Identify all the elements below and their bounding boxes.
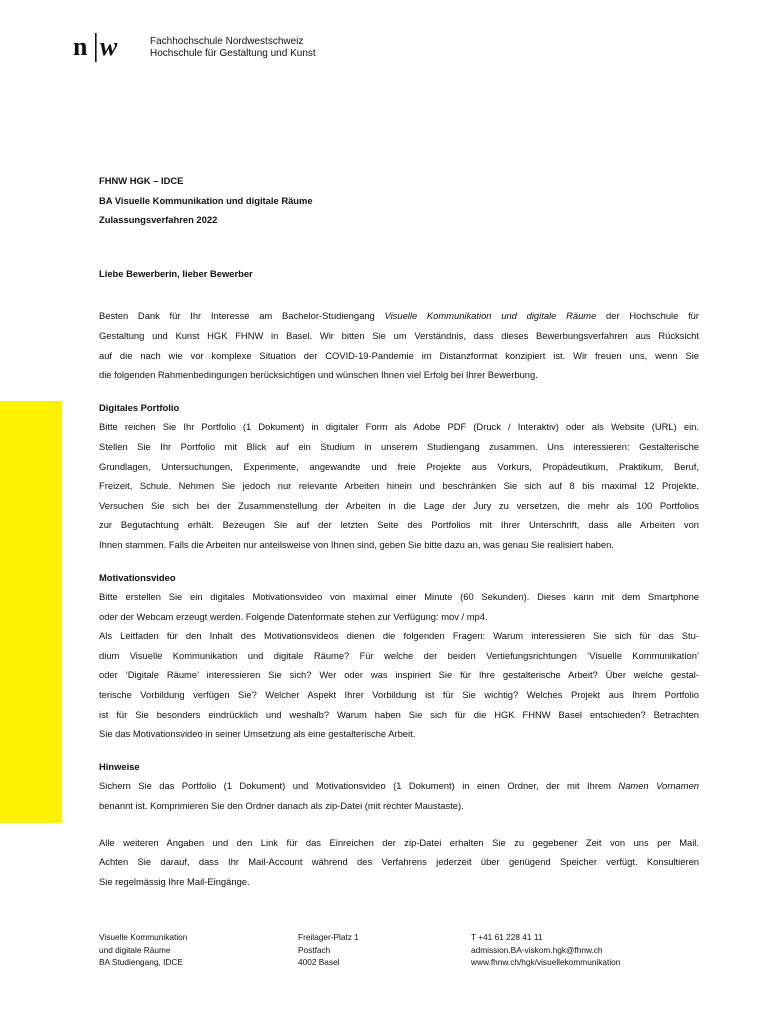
- video-line: Sie das Motivationsvideo in seiner Umsetzung als eine gestalterische Arbeit.: [99, 728, 416, 740]
- portfolio-line: Freizeit, Schule. Nehmen Sie jedoch nur relevante Arbeiten hinein und beschränken Sie sich auf 8 bis maximal 12 Projekte.: [99, 480, 699, 492]
- programme-name: Visuelle Kommunikation und digitale Räume: [384, 310, 597, 322]
- svg-text:n: n: [73, 32, 88, 61]
- intro-text: Besten Dank für Ihr Interesse am Bachelor-Studiengang: [99, 310, 385, 322]
- hinweise-text: Sichern Sie das Portfolio (1 Dokument) und Motivationsvideo (1 Dokument) in einen Ordner, der mit Ihrem: [99, 780, 619, 792]
- video-line: Als Leitfaden für den Inhalt des Motivationsvideos dienen die folgenden Fragen: Warum interessieren Sie sich für das Stu-: [99, 630, 699, 642]
- video-line: terische Vorbildung verfügen Sie? Welcher Aspekt Ihrer Vorbildung ist für Sie wichtig? Welches Projekt aus Ihrem Portfolio: [99, 689, 699, 701]
- intro-line-1: [99, 306, 699, 326]
- salutation: Liebe Bewerberin, lieber Bewerber: [99, 267, 253, 279]
- footer-programme: [99, 931, 187, 969]
- portfolio-heading: Digitales Portfolio: [99, 401, 180, 413]
- intro-line-4: die folgenden Rahmenbedingungen berücksichtigen und wünschen Ihnen viel Erfolg bei Ihrer Bewerbung.: [99, 369, 538, 381]
- footer-address-line: 4002 Basel: [298, 957, 340, 967]
- footer-address: [298, 931, 359, 969]
- video-line: oder ‘Digitale Räume’ interessieren Sie sich? Wer oder was inspiriert Sie für Ihre gestalterische Arbeit? Über welche gestal-: [99, 669, 699, 681]
- footer-programme-line: Visuelle Kommunikation: [99, 932, 188, 942]
- header-line-2: BA Visuelle Kommunikation und digitale Räume: [99, 194, 313, 206]
- footer-address-line: Freilager-Platz 1: [298, 932, 359, 942]
- portfolio-line: Bitte reichen Sie Ihr Portfolio (1 Dokument) in digitaler Form als Adobe PDF (Druck / Interaktiv) oder als Website (URL) ein.: [99, 421, 699, 433]
- portfolio-line: Stellen Sie Ihr Portfolio mit Blick auf ein Studium in unserem Studiengang zusammen. Uns interessieren: Gestalterische: [99, 440, 699, 452]
- closing-line: Sie regelmässig Ihre Mail-Eingänge.: [99, 875, 250, 887]
- closing-line: Achten Sie darauf, dass Ihr Mail-Account während des Verfahrens jederzeit über genügend Speicher verfügt. Konsultieren: [99, 856, 699, 868]
- footer-phone: T +41 61 228 41 11: [471, 932, 543, 942]
- intro-line-3: auf die nach wie vor komplexe Situation der COVID-19-Pandemie im Distanzformat konzipiert ist. Wir freuen uns, wenn Sie: [99, 349, 699, 361]
- footer-email-link[interactable]: admission.BA-viskom.hgk@fhnw.ch: [471, 944, 603, 955]
- portfolio-line: Versuchen Sie sich bei der Zusammenstellung der Arbeiten in die Lage der Jury zu versetzen, die mehr als 100 Portfolios: [99, 499, 699, 511]
- document-body: [99, 171, 699, 891]
- footer-programme-line: BA Studiengang, IDCE: [99, 957, 183, 967]
- footer-programme-line: und digitale Räume: [99, 944, 171, 955]
- video-line: dium Visuelle Kommunikation und digitale Räume? Für welche der beiden Vertiefungsrichtungen ‘Visuelle Kommunikation’: [99, 649, 699, 661]
- fhnw-logo-mark: [73, 32, 139, 64]
- footer-address-line: Postfach: [298, 944, 331, 955]
- logo-line-2: Hochschule für Gestaltung und Kunst: [150, 48, 316, 59]
- portfolio-line: Ihnen stammen. Falls die Arbeiten nur anteilsweise von Ihnen sind, geben Sie bitte dazu an, was genau Sie realisiert haben.: [99, 538, 614, 550]
- header-line-1: FHNW HGK – IDCE: [99, 175, 184, 186]
- video-heading: Motivationsvideo: [99, 571, 176, 583]
- logo-wordmark: [150, 36, 316, 60]
- hinweise-heading: Hinweise: [99, 760, 140, 772]
- video-line: oder der Webcam erzeugt werden. Folgende Datenformate stehen zur Verfügung: mov / mp4.: [99, 610, 488, 622]
- portfolio-line: zur Begutachtung erhält. Bezeugen Sie auf der letzten Seite des Portfolios mit Ihrer Unterschrift, dass alle Arbeiten von: [99, 519, 699, 531]
- video-line: Bitte erstellen Sie ein digitales Motivationsvideo von maximal einer Minute (60 Sekunden). Dieses kann mit dem Smartphone: [99, 591, 699, 603]
- svg-text:w: w: [100, 32, 118, 61]
- intro-text: der Hochschule für: [596, 310, 700, 322]
- yellow-accent-bar: [0, 401, 62, 823]
- header-line-3: Zulassungsverfahren 2022: [99, 214, 218, 226]
- portfolio-line: Grundlagen, Untersuchungen, Experimente, angewandte und freie Projekte aus Vorkurs, Propädeutikum, Praktikum, Beruf,: [99, 460, 699, 472]
- footer-contact: [471, 931, 620, 969]
- logo-line-1: Fachhochschule Nordwestschweiz: [150, 36, 304, 47]
- folder-name-hint: Namen Vornamen: [618, 780, 700, 792]
- intro-line-2: Gestaltung und Kunst HGK FHNW in Basel. Wir bitten Sie um Verständnis, dass dieses Bewerbungsverfahren aus Rücksicht: [99, 329, 699, 341]
- hinweise-line-2: benannt ist. Komprimieren Sie den Ordner danach als zip-Datei (mit rechter Maustaste).: [99, 800, 464, 812]
- closing-line: Alle weiteren Angaben und den Link für das Einreichen der zip-Datei erhalten Sie zu gegebener Zeit von uns per Mail.: [99, 836, 699, 848]
- hinweise-line-1: [99, 776, 699, 796]
- video-line: ist für Sie besonders eindrücklich und weshalb? Warum haben Sie sich für die HGK FHNW Basel entschieden? Betrachten: [99, 708, 699, 720]
- footer-website-link[interactable]: www.fhnw.ch/hgk/visuellekommunikation: [471, 957, 621, 967]
